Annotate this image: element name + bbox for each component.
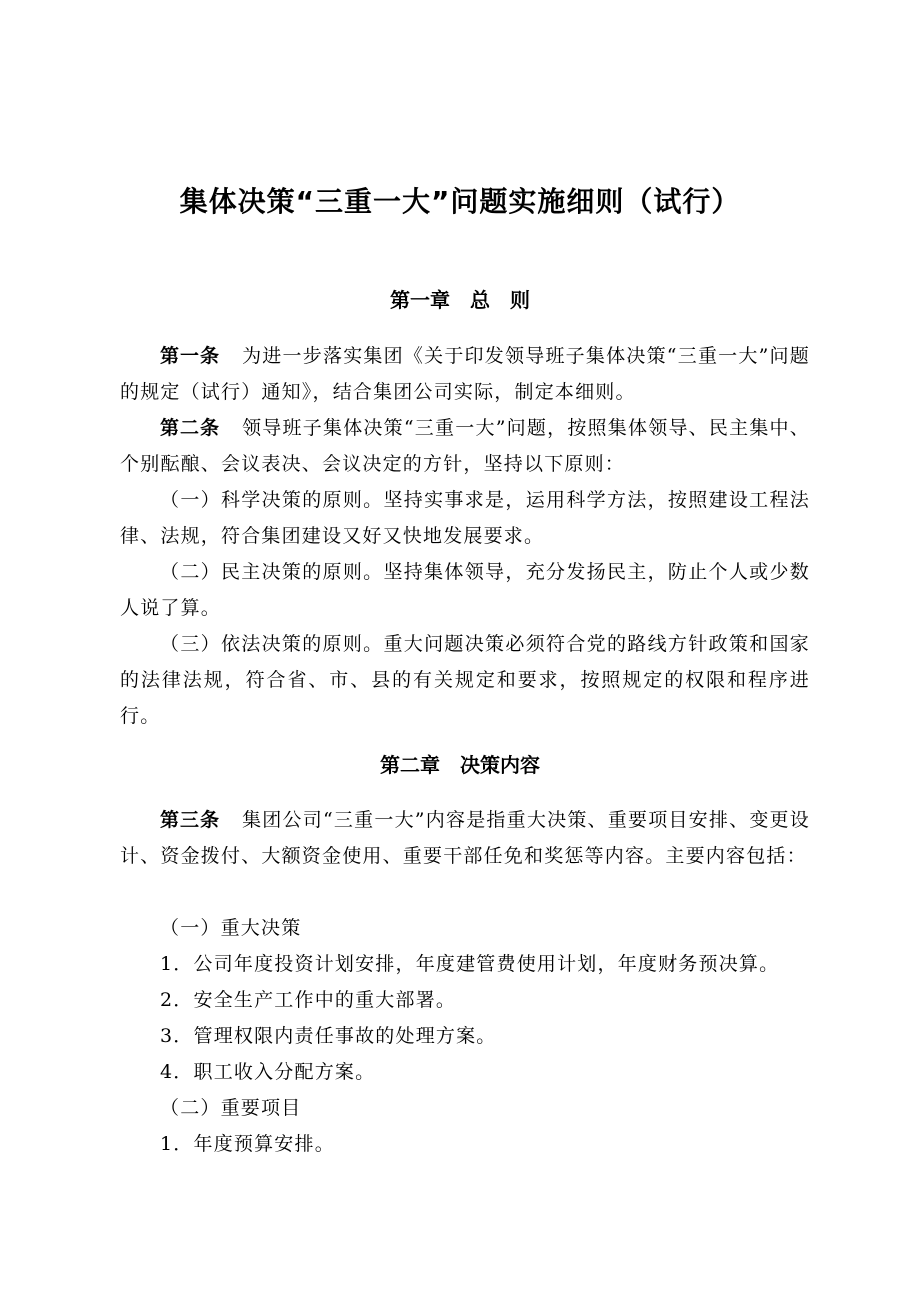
section-title: （二）重要项目 [160, 1097, 302, 1119]
list-item: 4．职工收入分配方案。 [160, 1061, 376, 1083]
principle-item: （二）民主决策的原则。坚持集体领导，充分发扬民主，防止个人或少数人说了算。 [120, 561, 810, 619]
article-3 [120, 802, 810, 874]
list-item: 1．公司年度投资计划安排，年度建管费使用计划，年度财务预决算。 [160, 953, 780, 975]
section-title: （一）重大决策 [160, 917, 302, 939]
article-text: 领导班子集体决策“三重一大”问题，按照集体领导、民主集中、个别酝酿、会议表决、会议决定的方针，坚持以下原则： [120, 417, 810, 475]
article-2 [120, 410, 810, 482]
article-1 [120, 338, 810, 410]
article-text: 为进一步落实集团《关于印发领导班子集体决策“三重一大”问题的规定（试行）通知》，结合集团公司实际，制定本细则。 [120, 345, 810, 403]
principle-item: （三）依法决策的原则。重大问题决策必须符合党的路线方针政策和国家的法律法规，符合省、市、县的有关规定和要求，按照规定的权限和程序进行。 [120, 633, 810, 727]
chapter-heading-1: 第一章 总 则 [390, 288, 530, 312]
list-item: 2．安全生产工作中的重大部署。 [160, 989, 457, 1011]
list-item: 3．管理权限内责任事故的处理方案。 [160, 1025, 497, 1047]
principle-item: （一）科学决策的原则。坚持实事求是，运用科学方法，按照建设工程法律、法规，符合集团建设又好又快地发展要求。 [120, 489, 810, 547]
article-number: 第一条 [160, 345, 221, 367]
document-title: 集体决策“三重一大”问题实施细则（试行） [179, 185, 741, 218]
chapter-heading-2: 第二章 决策内容 [380, 753, 540, 777]
article-number: 第二条 [160, 417, 221, 439]
article-number: 第三条 [160, 809, 221, 831]
article-text: 集团公司“三重一大”内容是指重大决策、重要项目安排、变更设计、资金拨付、大额资金使用、重要干部任免和奖惩等内容。主要内容包括： [120, 809, 810, 867]
list-item: 1．年度预算安排。 [160, 1133, 335, 1155]
